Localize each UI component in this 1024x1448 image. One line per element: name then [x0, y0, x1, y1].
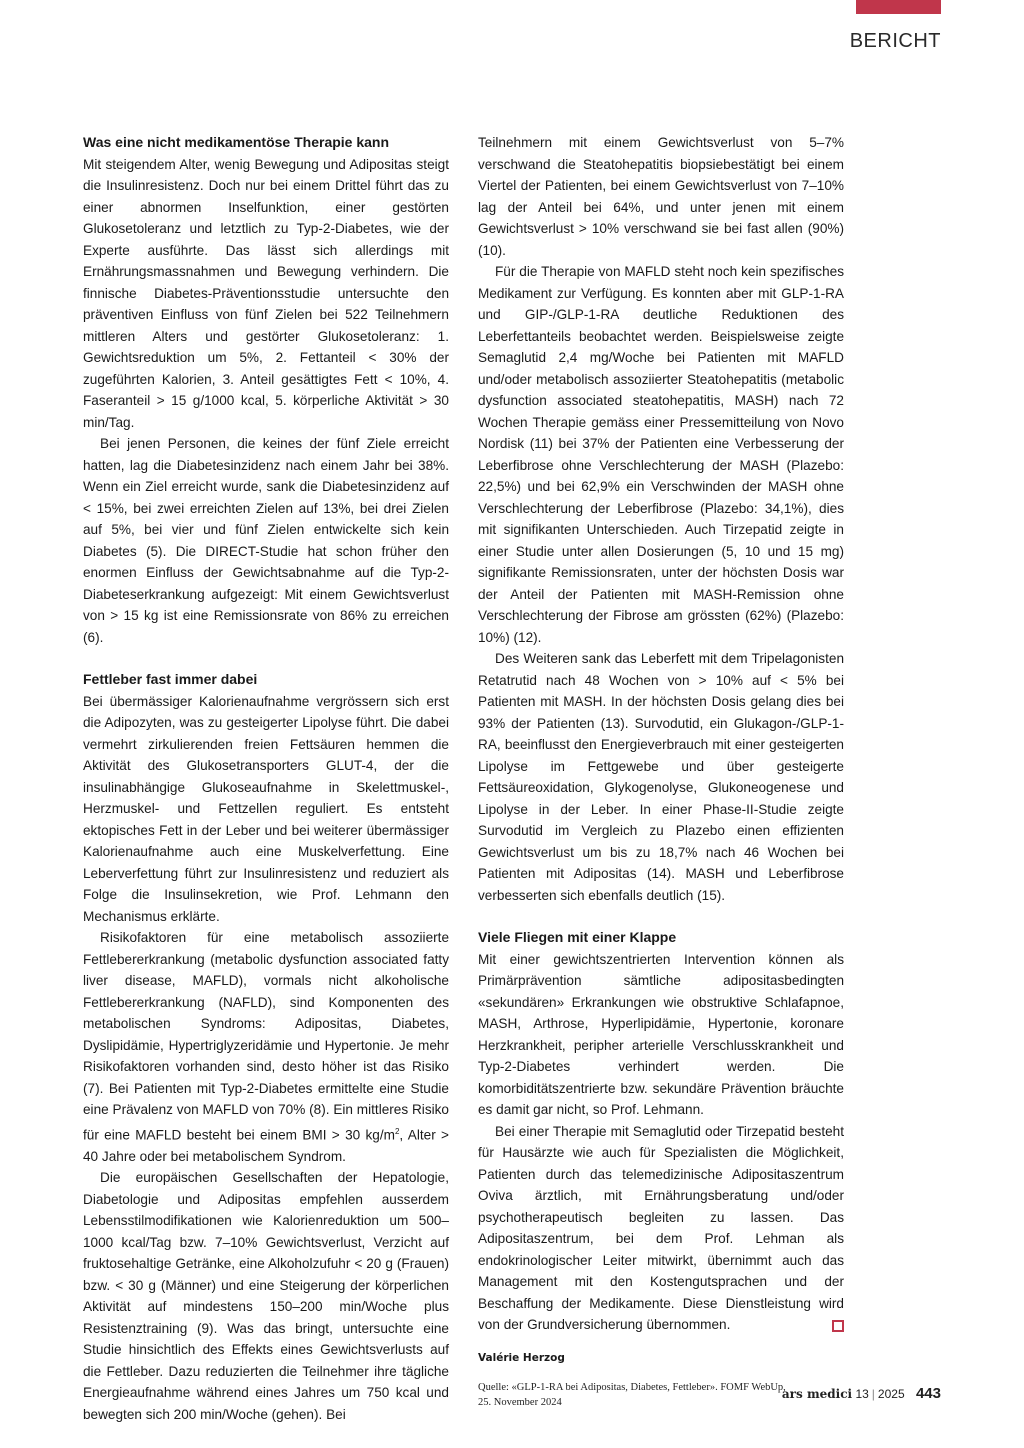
issue-number: 13	[855, 1387, 869, 1401]
paragraph: Teilnehmern mit einem Gewichtsverlust von 5–7% verschwand die Steatohepatitis biopsiebestätigt bei einem Viertel der Patienten, bei einem Gewichtsverlust von 7–10% lag der Anteil bei 64%, und unter jenen mit einem Gewichtsverlust > 10% verschwand sie bei fast allen (90%) (10).	[478, 135, 844, 258]
paragraph: Des Weiteren sank das Leberfett mit dem Tripelagonisten Retatrutid nach 48 Wochen von > 10% auf < 5% bei Patienten mit MASH. In der höchsten Dosis gelang dies bei 93% der Patienten (13). Survodutid, ein Glukagon-/GLP-1-RA, beeinflusst den Energieverbrauch mit einer gesteigerten Lipolyse im Fettgewebe und über gesteigerte Fettsäureoxidation, Glykogenolyse, Glukoneogenese und Lipolyse in der Leber. In einer Phase-II-Studie zeigte Survodutid im Vergleich zu Plazebo einen effizienten Gewichtsverlust um bis zu 18,7% nach 46 Wochen bei Patienten mit Adipositas (14). MASH und Leberfibrose verbesserten sich ebenfalls deutlich (15).	[478, 651, 844, 903]
end-of-article-icon	[832, 1320, 844, 1332]
paragraph: Für die Therapie von MAFLD steht noch kein spezifisches Medikament zur Verfügung. Es konnten aber mit GLP-1-RA und GIP-/GLP-1-RA deutliche Reduktionen des Leberfettanteils beobachtet werden. Beispielsweise zeigte Semaglutid 2,4 mg/Woche bei Patienten mit MAFLD und/oder metabolisch assoziierter Steatohepatitis (metabolic dysfunction associated steatohepatitis, MASH) nach 72 Wochen Therapie gemäss einer Pressemitteilung von Novo Nordisk (11) bei 37% der Patienten eine Verbesserung der Leberfibrose ohne Verschlechterung der MASH (Plazebo: 22,5%) und bei 62,9% ein Verschwinden der MASH ohne Verschlechterung der Leberfibrose (Plazebo: 34,1%), dies mit signifikanten Unterschieden. Auch Tirzepatid zeigte in einer Studie unter allen Dosierungen (5, 10 und 15 mg) signifikante Remissionsraten, unter der höchsten Dosis war der Anteil der Patienten mit MASH-Remission ohne Verschlechterung der Fibrose am grössten (62%) (Plazebo: 10%) (12).	[478, 264, 844, 645]
heading-fatty-liver: Fettleber fast immer dabei	[83, 671, 258, 687]
journal-name: ars medici	[781, 1387, 853, 1401]
left-column	[83, 132, 449, 1425]
paragraph: Risikofaktoren für eine metabolisch assoziierte Fettlebererkrankung (metabolic dysfunction associated fatty liver disease, MAFLD), vormals nicht alkoholische Fettlebererkrankung (NAFLD), sind Komponenten des metabolischen Syndroms: Adipositas, Diabetes, Dyslipidämie, Hypertriglyzeridämie und Hypertonie. Je mehr Risikofaktoren vorhanden sind, desto höher ist das Risiko (7). Bei Patienten mit Typ-2-Diabetes ermittelte eine Studie eine Prävalenz von MAFLD von 70% (8). Ein mittleres Risiko für eine MAFLD besteht bei einem BMI > 30 $kg/m^2$, Alter > 40 Jahre oder bei metabolischem Syndrom.	[83, 930, 449, 1164]
right-column	[478, 132, 844, 1410]
page-footer: ars medici 13 | 2025 443	[781, 1385, 941, 1402]
source-note: Quelle: «GLP-1-RA bei Adipositas, Diabetes, Fettleber». FOMF WebUp, 25. November 2024	[478, 1381, 786, 1408]
paragraph: Bei einer Therapie mit Semaglutid oder Tirzepatid besteht für Hausärzte wie auch für Spezialisten die Möglichkeit, Patienten durch das telemedizinische Adipositaszentrum Oviva ärztlich, mit Ernährungsberatung und/oder psychotherapeutisch begleiten zu lassen. Das Adipositaszentrum, bei dem Prof. Lehman als endokrinologischer Leiter mitwirkt, übernimmt auch das Management mit den Kostengutsprachen und der Beschaffung der Medikamente. Diese Dienstleistung wird von der Grundversicherung übernommen.	[478, 1123, 844, 1332]
paragraph: Mit einer gewichtszentrierten Intervention können als Primärprävention sämtliche adipositasbedingten «sekundären» Erkrankungen wie obstruktive Schlafapnoe, MASH, Arthrose, Hyperlipidämie, Hypertonie, koronare Herzkrankheit, peripher arterielle Verschlusskrankheit und Typ-2-Diabetes verhindert werden. Die komorbiditätszentrierte bzw. sekundäre Prävention bräuchte es damit gar nicht, so Prof. Lehmann.	[478, 951, 844, 1117]
paragraph: Bei jenen Personen, die keines der fünf Ziele erreicht hatten, lag die Diabetesinzidenz nach einem Jahr bei 38%. Wenn ein Ziel erreicht wurde, sank die Diabetesinzidenz auf < 15%, bei zwei erreichten Zielen auf 13%, bei drei Zielen auf 5%, bei vier und fünf Zielen entwickelte sich kein Diabetes (5). Die DIRECT-Studie hat schon früher den enormen Einfluss der Gewichtsabnahme auf die Typ-2-Diabeteserkrankung aufgezeigt: Mit einem Gewichtsverlust von > 15 kg ist eine Remissionsrate von 86% zu erreichen (6).	[83, 436, 449, 645]
paragraph: Bei übermässiger Kalorienaufnahme vergrössern sich erst die Adipozyten, was zu gesteigerter Lipolyse führt. Die dabei vermehrt zirkulierenden freien Fettsäuren hemmen die Aktivität des Glukosetransporters GLUT-4, der die insulinabhängige Glukoseaufnahme in Skelettmuskel-, Herzmuskel- und Fettzellen reguliert. Es entsteht ektopisches Fett in der Leber und bei weiterer übermässiger Kalorienaufnahme auch eine Muskelverfettung. Eine Leberverfettung führt zur Insulinresistenz und reduziert als Folge die Insulinsekretion, wie Prof. Lehmann den Mechanismus erklärte.	[83, 693, 449, 924]
author: Valérie Herzog	[478, 1351, 565, 1364]
paragraph: Die europäischen Gesellschaften der Hepatologie, Diabetologie und Adipositas empfehlen ausserdem Lebensstilmodifikationen wie Kalorienreduktion um 500–1000 kcal/Tag bzw. 7–10% Gewichtsverlust, Verzicht auf fruktosehaltige Getränke, eine Alkoholzufuhr < 20 g (Frauen) bzw. < 30 g (Männer) und eine Steigerung der körperlichen Aktivität auf mindestens 150–200 min/Woche plus Resistenztraining (9). Was das bringt, untersuchte eine Studie hinsichtlich des Effekts eines Gewichtsverlusts auf die Fettleber. Dazu reduzierten die Teilnehmer ihre tägliche Energieaufnahme während eines Jahres um 750 kcal und bewegten sich 200 min/Woche (gehen). Bei	[83, 1170, 449, 1422]
section-label: BERICHT	[849, 30, 941, 52]
paragraph: Mit steigendem Alter, wenig Bewegung und Adipositas steigt die Insulinresistenz. Doch nur bei einem Drittel führt das zu einer abnormen Inselfunktion, einer gestörten Glukosetoleranz und letztlich zu Typ-2-Diabetes, wie der Experte ausführte. Das lässt sich allerdings mit Ernährungsmassnahmen und Bewegung verhindern. Die finnische Diabetes-Präventionsstudie untersuchte den präventiven Einfluss von fünf Zielen bei 522 Teilnehmern mittleren Alters und gestörter Glukosetoleranz: 1. Gewichtsreduktion um 5%, 2. Fettanteil < 30% der zugeführten Kalorien, 3. Anteil gesättigtes Fett < 10%, 4. Faseranteil > 15 g/1000 kcal, 5. körperliche Aktivität > 30 min/Tag.	[83, 156, 449, 430]
page-number: 443	[915, 1385, 941, 1402]
heading-many-flies: Viele Fliegen mit einer Klappe	[478, 929, 677, 945]
issue-year: 2025	[877, 1387, 905, 1401]
heading-therapy: Was eine nicht medikamentöse Therapie kann	[83, 134, 390, 150]
header-accent-bar	[856, 0, 941, 14]
